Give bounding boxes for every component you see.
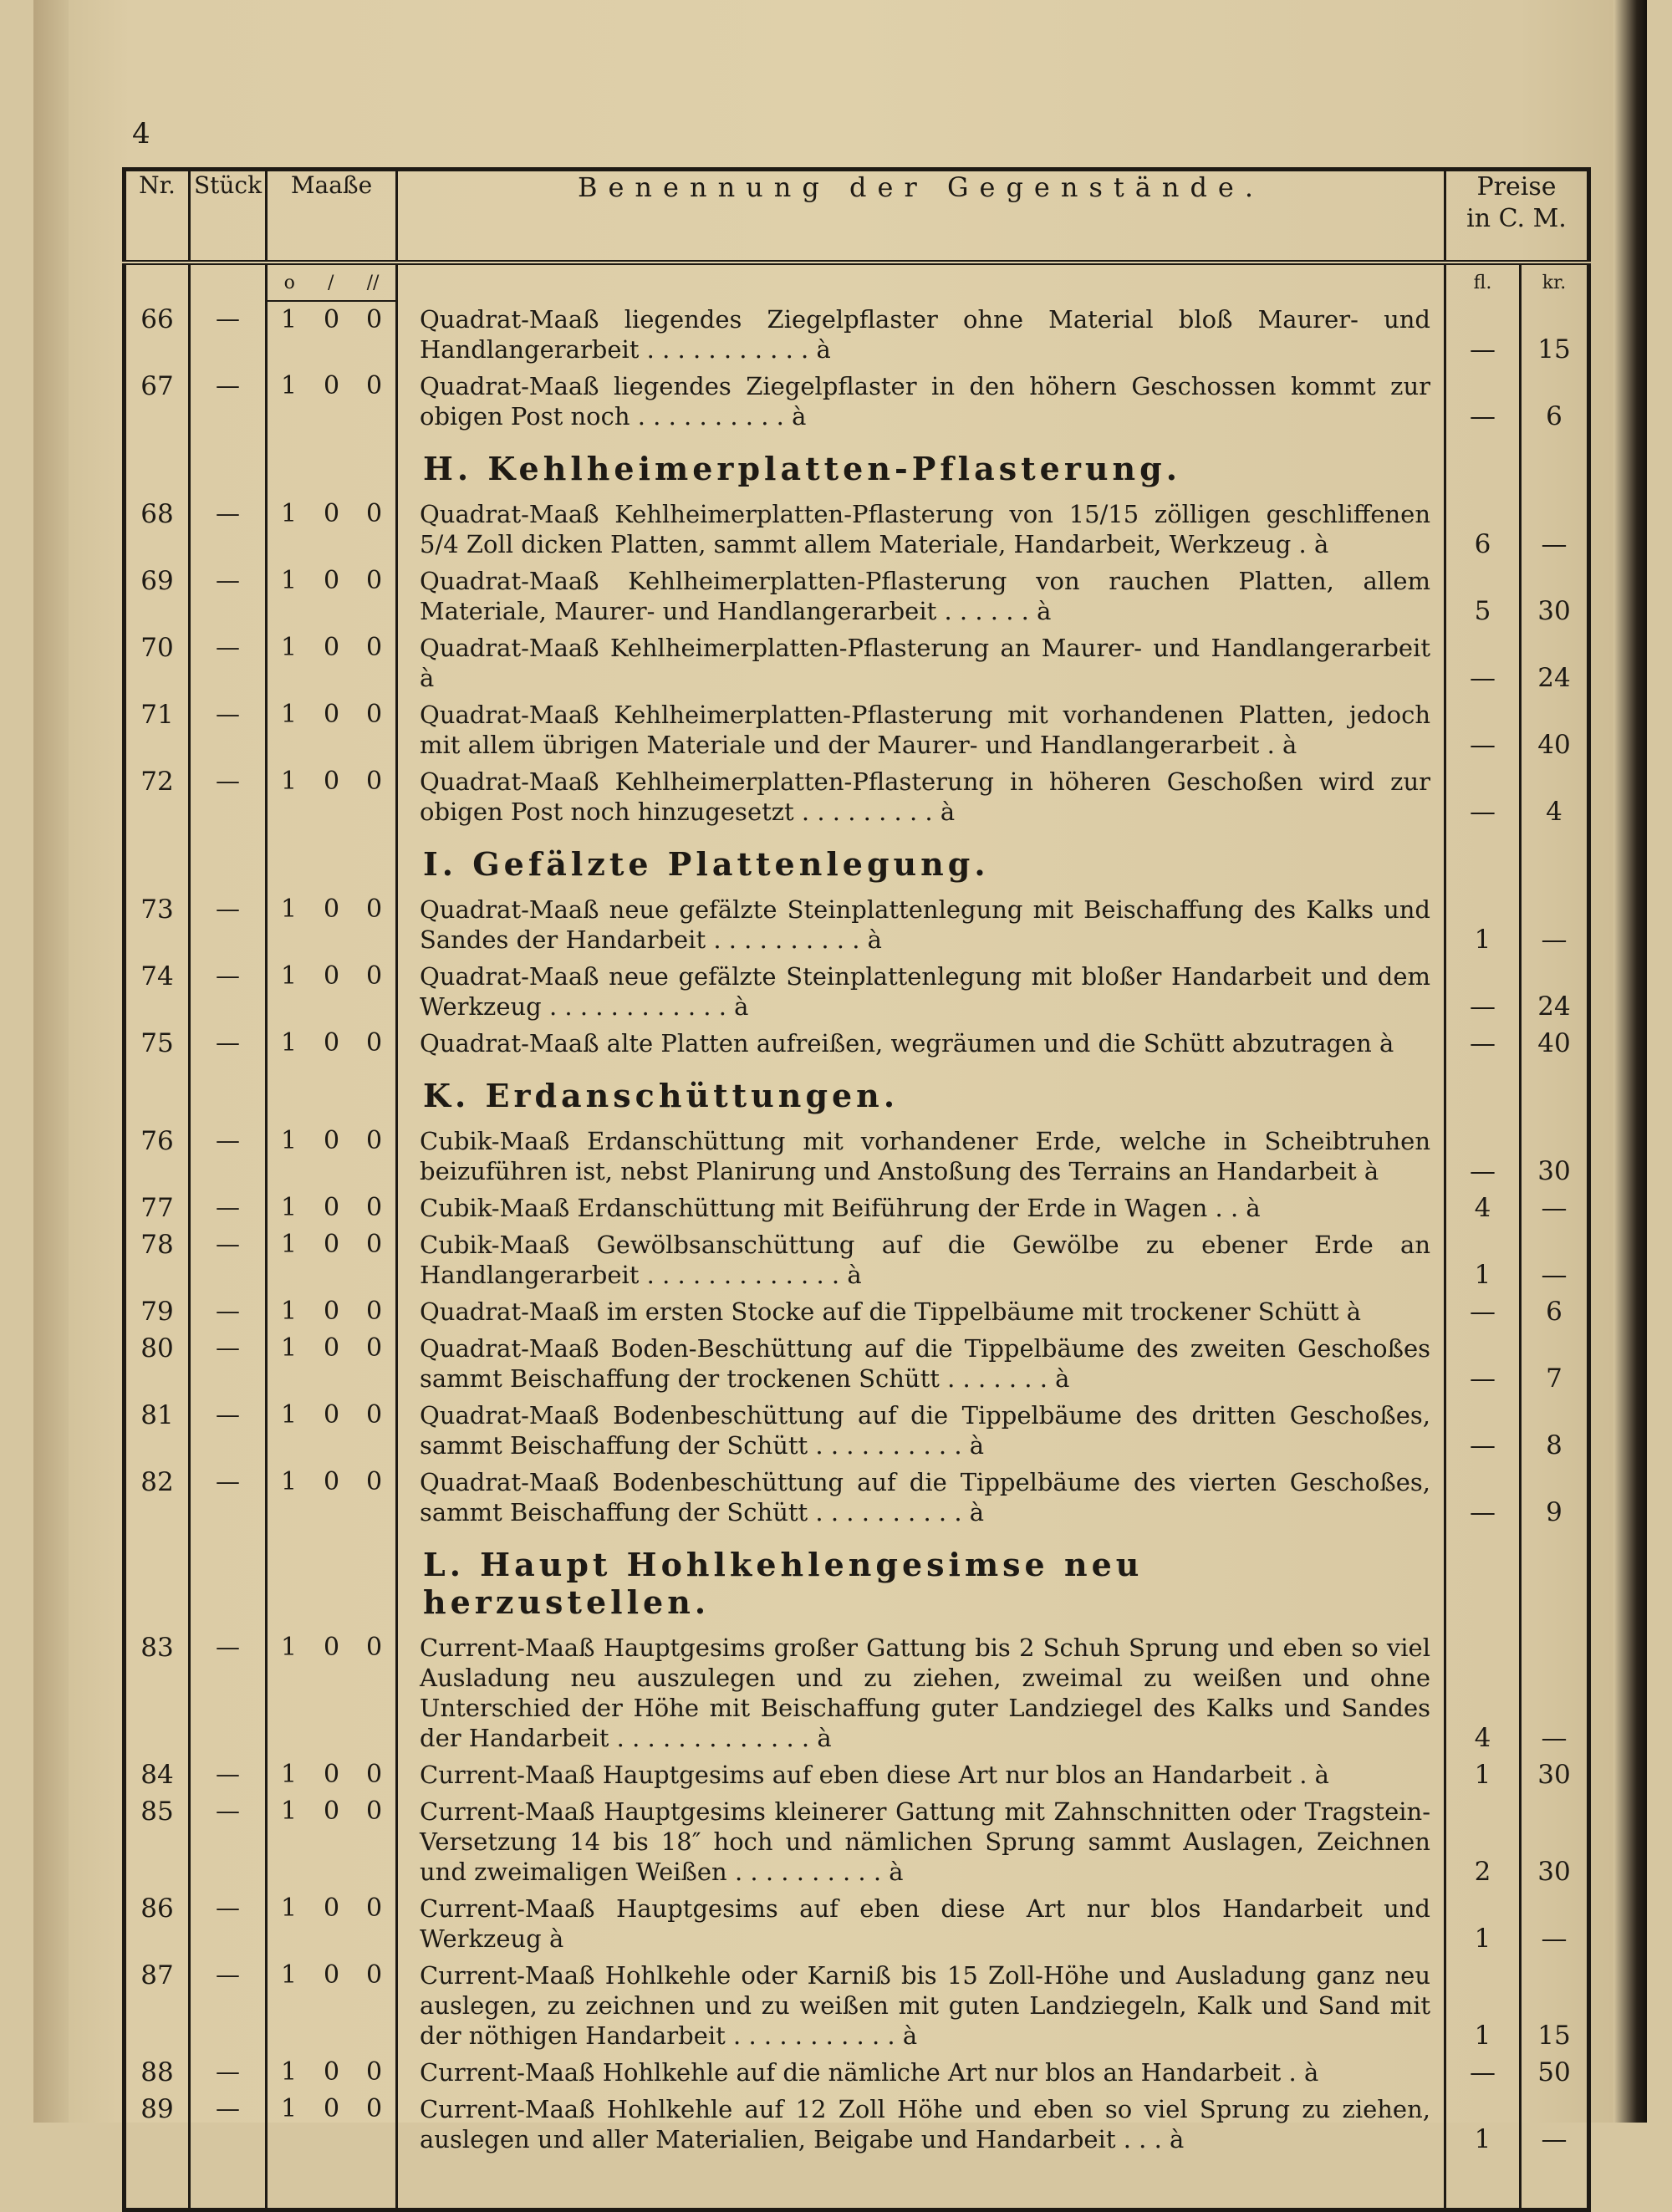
item-number: 75 (125, 1025, 190, 1062)
item-number: 67 (125, 368, 190, 435)
maass-prime: 0 (323, 1467, 340, 1496)
maass-prime: 0 (323, 305, 340, 334)
item-maasse (267, 1226, 397, 1293)
item-stueck: — (190, 1397, 267, 1464)
maass-prime: 0 (323, 1960, 340, 1990)
item-description: Quadrat-Maaß Boden-Beschüttung auf die Tippelbäume des zweiten Geschoßes sammt Beischaffung der trockenen Schütt . . . . . . . à (397, 1330, 1445, 1397)
item-number: 89 (125, 2091, 190, 2158)
item-maasse (267, 2091, 397, 2158)
table-row (125, 1293, 1589, 1330)
item-description: Quadrat-Maaß neue gefälzte Steinplattenlegung mit Beischaffung des Kalks und Sandes der Handarbeit . . . . . . . . . . à (397, 891, 1445, 958)
item-maasse (267, 1464, 397, 1531)
table-row (125, 1025, 1589, 1062)
item-description: Quadrat-Maaß im ersten Stocke auf die Tippelbäume mit trockener Schütt à (397, 1293, 1445, 1330)
item-number: 86 (125, 1890, 190, 1957)
item-number: 76 (125, 1123, 190, 1190)
maass-double-prime: 0 (365, 499, 383, 528)
maass-prime: 0 (323, 1760, 340, 1789)
maass-degree: 1 (280, 2057, 298, 2087)
table-row (125, 958, 1589, 1025)
item-stueck: — (190, 496, 267, 563)
price-kr: — (1541, 1723, 1568, 1753)
price-fl: 4 (1445, 1190, 1521, 1226)
item-description: Current-Maaß Hauptgesims auf eben diese Art nur blos an Handarbeit . à (397, 1756, 1445, 1793)
maass-degree: 1 (280, 961, 298, 991)
item-description: Quadrat-Maaß Bodenbeschüttung auf die Tippelbäume des dritten Geschoßes, sammt Beischaffung der Schütt . . . . . . . . . . à (397, 1397, 1445, 1464)
price-fl: 4 (1445, 1629, 1521, 1756)
maass-degree: 1 (280, 1760, 298, 1789)
unit-double-prime: // (366, 272, 380, 293)
price-kr: 30 (1537, 1156, 1571, 1186)
price-fl: — (1445, 1123, 1521, 1190)
unit-prime: / (327, 272, 334, 293)
item-description: Quadrat-Maaß Bodenbeschüttung auf die Tippelbäume des vierten Geschoßes, sammt Beischaffung der Schütt . . . . . . . . . . à (397, 1464, 1445, 1531)
price-fl: — (1445, 958, 1521, 1025)
table-row (125, 763, 1589, 830)
price-kr: — (1541, 529, 1568, 559)
table-row (125, 1226, 1589, 1293)
price-kr: 9 (1546, 1497, 1562, 1527)
table-row (125, 1756, 1589, 1793)
price-kr: — (1541, 1924, 1568, 1954)
item-stueck: — (190, 1190, 267, 1226)
maass-double-prime: 0 (365, 2057, 383, 2087)
price-fl: 1 (1445, 891, 1521, 958)
item-stueck: — (190, 1629, 267, 1756)
maass-degree: 1 (280, 566, 298, 595)
table-row (125, 1890, 1589, 1957)
maass-double-prime: 0 (365, 633, 383, 662)
item-maasse (267, 496, 397, 563)
price-ledger-table (122, 167, 1591, 2212)
item-stueck: — (190, 563, 267, 629)
maass-double-prime: 0 (365, 1400, 383, 1430)
maass-prime: 0 (323, 1797, 340, 1826)
item-description: Current-Maaß Hauptgesims auf eben diese Art nur blos Handarbeit und Werkzeug à (397, 1890, 1445, 1957)
price-kr: 15 (1537, 2021, 1571, 2051)
maass-double-prime: 0 (365, 1193, 383, 1222)
table-row (125, 1190, 1589, 1226)
item-maasse (267, 1330, 397, 1397)
header-preise-label: Preise (1476, 172, 1557, 201)
table-row (125, 1793, 1589, 1890)
header-stueck: Stück (190, 170, 267, 263)
item-description: Cubik-Maaß Erdanschüttung mit vorhandener Erde, welche in Scheibtruhen beizuführen ist, nebst Planirung und Anstoßung des Terrains an Handarbeit à (397, 1123, 1445, 1190)
section-heading-row (125, 830, 1589, 891)
section-heading: L. Haupt Hohlkehlengesimse neu herzustellen. (397, 1531, 1445, 1629)
maass-degree: 1 (280, 1230, 298, 1259)
item-number: 66 (125, 301, 190, 368)
item-maasse (267, 563, 397, 629)
price-fl: — (1445, 2054, 1521, 2091)
price-kr: 30 (1537, 1857, 1571, 1887)
item-description: Quadrat-Maaß Kehlheimerplatten-Pflasterung von 15/15 zölligen geschliffenen 5/4 Zoll dicken Platten, sammt allem Materiale, Handarbeit, Werkzeug . à (397, 496, 1445, 563)
item-stueck: — (190, 629, 267, 696)
item-description: Current-Maaß Hohlkehle auf 12 Zoll Höhe und eben so viel Sprung zu ziehen, auslegen und aller Materialien, Beigabe und Handarbeit . . . à (397, 2091, 1445, 2158)
header-preise-currency: in C. M. (1466, 204, 1567, 233)
item-number: 83 (125, 1629, 190, 1756)
maass-prime: 0 (323, 961, 340, 991)
table-row (125, 891, 1589, 958)
maass-double-prime: 0 (365, 1797, 383, 1826)
table-row (125, 1123, 1589, 1190)
section-heading-row (125, 435, 1589, 496)
price-kr: 30 (1537, 596, 1571, 626)
maass-double-prime: 0 (365, 1297, 383, 1326)
item-maasse (267, 763, 397, 830)
item-description: Cubik-Maaß Erdanschüttung mit Beiführung der Erde in Wagen . . à (397, 1190, 1445, 1226)
price-kr: — (1541, 925, 1568, 955)
maass-prime: 0 (323, 566, 340, 595)
maass-prime: 0 (323, 1400, 340, 1430)
item-maasse (267, 1756, 397, 1793)
maass-prime: 0 (323, 2094, 340, 2123)
header-benennung: Benennung der Gegenstände. (397, 170, 1445, 263)
item-stueck: — (190, 1890, 267, 1957)
maass-prime: 0 (323, 499, 340, 528)
item-number: 85 (125, 1793, 190, 1890)
item-stueck: — (190, 301, 267, 368)
price-fl: — (1445, 1330, 1521, 1397)
maass-double-prime: 0 (365, 305, 383, 334)
price-kr: 7 (1546, 1363, 1562, 1394)
item-maasse (267, 891, 397, 958)
table-row (125, 368, 1589, 435)
maass-degree: 1 (280, 1893, 298, 1923)
price-fl: — (1445, 629, 1521, 696)
item-number: 69 (125, 563, 190, 629)
table-row (125, 496, 1589, 563)
item-maasse (267, 629, 397, 696)
maass-degree: 1 (280, 305, 298, 334)
maass-degree: 1 (280, 1297, 298, 1326)
item-stueck: — (190, 1464, 267, 1531)
maass-double-prime: 0 (365, 371, 383, 400)
maass-degree: 1 (280, 2094, 298, 2123)
table-row (125, 2054, 1589, 2091)
item-stueck: — (190, 1025, 267, 1062)
maass-degree: 1 (280, 767, 298, 796)
section-heading: H. Kehlheimerplatten-Pflasterung. (397, 435, 1445, 496)
maass-double-prime: 0 (365, 1230, 383, 1259)
item-number: 81 (125, 1397, 190, 1464)
item-number: 78 (125, 1226, 190, 1293)
item-stueck: — (190, 763, 267, 830)
maass-prime: 0 (323, 1193, 340, 1222)
price-fl: — (1445, 696, 1521, 763)
maass-double-prime: 0 (365, 961, 383, 991)
item-maasse (267, 1397, 397, 1464)
price-fl: — (1445, 1293, 1521, 1330)
book-spine (33, 0, 69, 2123)
table-row (125, 1957, 1589, 2054)
price-kr: — (1541, 2124, 1568, 2154)
item-maasse (267, 1123, 397, 1190)
maass-prime: 0 (323, 1126, 340, 1155)
maass-prime: 0 (323, 633, 340, 662)
spacer-row (125, 2158, 1589, 2210)
maass-prime: 0 (323, 1297, 340, 1326)
maass-prime: 0 (323, 1028, 340, 1058)
price-fl: 1 (1445, 1957, 1521, 2054)
measure-units (267, 262, 397, 301)
header-kr: kr. (1542, 273, 1567, 293)
price-kr: 40 (1537, 730, 1571, 760)
maass-degree: 1 (280, 1028, 298, 1058)
item-stueck: — (190, 1957, 267, 2054)
maass-double-prime: 0 (365, 1633, 383, 1662)
item-number: 88 (125, 2054, 190, 2091)
item-maasse (267, 696, 397, 763)
price-kr: 30 (1537, 1760, 1571, 1790)
price-fl: 5 (1445, 563, 1521, 629)
item-number: 68 (125, 496, 190, 563)
item-stueck: — (190, 696, 267, 763)
item-number: 80 (125, 1330, 190, 1397)
item-number: 77 (125, 1190, 190, 1226)
maass-prime: 0 (323, 1230, 340, 1259)
price-fl: 1 (1445, 2091, 1521, 2158)
maass-degree: 1 (280, 1333, 298, 1363)
item-number: 87 (125, 1957, 190, 2054)
item-number: 79 (125, 1293, 190, 1330)
item-stueck: — (190, 1330, 267, 1397)
item-stueck: — (190, 1756, 267, 1793)
price-fl: 1 (1445, 1756, 1521, 1793)
maass-prime: 0 (323, 700, 340, 729)
item-stueck: — (190, 1293, 267, 1330)
table-row (125, 1629, 1589, 1756)
price-fl: 2 (1445, 1793, 1521, 1890)
header-nr: Nr. (125, 170, 190, 263)
item-number: 71 (125, 696, 190, 763)
item-description: Quadrat-Maaß liegendes Ziegelpflaster in den höhern Geschossen kommt zur obigen Post noch . . . . . . . . . . à (397, 368, 1445, 435)
item-maasse (267, 958, 397, 1025)
maass-prime: 0 (323, 1333, 340, 1363)
section-heading: I. Gefälzte Plattenlegung. (397, 830, 1445, 891)
maass-prime: 0 (323, 894, 340, 924)
table-row (125, 2091, 1589, 2158)
table-row (125, 1330, 1589, 1397)
price-kr: 6 (1546, 1297, 1562, 1327)
table-row (125, 1464, 1589, 1531)
price-kr: 8 (1546, 1430, 1562, 1460)
maass-double-prime: 0 (365, 894, 383, 924)
maass-degree: 1 (280, 1633, 298, 1662)
maass-double-prime: 0 (365, 767, 383, 796)
maass-degree: 1 (280, 1126, 298, 1155)
maass-degree: 1 (280, 633, 298, 662)
maass-double-prime: 0 (365, 1467, 383, 1496)
header-preise (1445, 170, 1589, 263)
price-fl: — (1445, 1464, 1521, 1531)
item-description: Quadrat-Maaß liegendes Ziegelpflaster ohne Material bloß Maurer- und Handlangerarbeit . . . . . . . . . . . à (397, 301, 1445, 368)
price-kr: — (1541, 1193, 1568, 1223)
maass-double-prime: 0 (365, 1960, 383, 1990)
maass-degree: 1 (280, 894, 298, 924)
table-row (125, 629, 1589, 696)
item-description: Current-Maaß Hohlkehle auf die nämliche Art nur blos an Handarbeit . à (397, 2054, 1445, 2091)
maass-prime: 0 (323, 371, 340, 400)
maass-prime: 0 (323, 1633, 340, 1662)
item-maasse (267, 1890, 397, 1957)
maass-double-prime: 0 (365, 1893, 383, 1923)
section-heading-row (125, 1531, 1589, 1629)
maass-double-prime: 0 (365, 1028, 383, 1058)
maass-degree: 1 (280, 700, 298, 729)
item-number: 70 (125, 629, 190, 696)
price-fl: — (1445, 1397, 1521, 1464)
maass-degree: 1 (280, 371, 298, 400)
item-maasse (267, 2054, 397, 2091)
maass-double-prime: 0 (365, 1333, 383, 1363)
item-stueck: — (190, 1793, 267, 1890)
maass-degree: 1 (280, 1797, 298, 1826)
item-description: Current-Maaß Hauptgesims großer Gattung bis 2 Schuh Sprung und eben so viel Ausladung neu auszulegen und zu ziehen, zweimal zu weißen und ohne Unterschied der Höhe mit Beischaffung guter Landziegel des Kalks und Sandes der Handarbeit . . . . . . . . . . . . . à (397, 1629, 1445, 1756)
price-kr: 24 (1537, 663, 1571, 693)
item-maasse (267, 1793, 397, 1890)
item-description: Quadrat-Maaß Kehlheimerplatten-Pflasterung von rauchen Platten, allem Materiale, Maurer- und Handlangerarbeit . . . . . . à (397, 563, 1445, 629)
maass-degree: 1 (280, 1960, 298, 1990)
maass-prime: 0 (323, 767, 340, 796)
item-maasse (267, 1629, 397, 1756)
page-number: 4 (132, 117, 150, 150)
price-kr: 50 (1537, 2057, 1571, 2087)
item-stueck: — (190, 2091, 267, 2158)
header-fl: fl. (1445, 262, 1521, 301)
ledger-body (125, 301, 1589, 2210)
item-stueck: — (190, 891, 267, 958)
price-fl: — (1445, 763, 1521, 830)
section-heading-row (125, 1062, 1589, 1123)
item-stueck: — (190, 958, 267, 1025)
item-maasse (267, 301, 397, 368)
table-row (125, 301, 1589, 368)
item-maasse (267, 1025, 397, 1062)
item-stueck: — (190, 1226, 267, 1293)
item-description: Quadrat-Maaß Kehlheimerplatten-Pflasterung an Maurer- und Handlangerarbeit à (397, 629, 1445, 696)
item-description: Current-Maaß Hohlkehle oder Karniß bis 15 Zoll-Höhe und Ausladung ganz neu auslegen, zu zeichnen und zu weißen mit guten Landziegeln, Kalk und Sand mit der nöthigen Handarbeit . . . . . . . . . . . à (397, 1957, 1445, 2054)
item-stueck: — (190, 2054, 267, 2091)
table-row (125, 696, 1589, 763)
item-description: Current-Maaß Hauptgesims kleinerer Gattung mit Zahnschnitten oder Tragstein-Versetzung 14 bis 18″ hoch und nämlichen Sprung sammt Auslagen, Zeichnen und zweimaligen Weißen . . . . . . . . . . à (397, 1793, 1445, 1890)
item-number: 84 (125, 1756, 190, 1793)
item-maasse (267, 368, 397, 435)
section-heading: K. Erdanschüttungen. (397, 1062, 1445, 1123)
maass-degree: 1 (280, 1193, 298, 1222)
maass-double-prime: 0 (365, 1760, 383, 1789)
price-kr: 6 (1546, 401, 1562, 431)
item-number: 74 (125, 958, 190, 1025)
page-edge (1613, 0, 1647, 2123)
item-description: Quadrat-Maaß alte Platten aufreißen, wegräumen und die Schütt abzutragen à (397, 1025, 1445, 1062)
item-stueck: — (190, 368, 267, 435)
item-maasse (267, 1293, 397, 1330)
item-number: 72 (125, 763, 190, 830)
price-fl: — (1445, 301, 1521, 368)
price-fl: — (1445, 368, 1521, 435)
item-description: Quadrat-Maaß Kehlheimerplatten-Pflasterung in höheren Geschoßen wird zur obigen Post noch hinzugesetzt . . . . . . . . . à (397, 763, 1445, 830)
price-kr: — (1541, 1260, 1568, 1290)
price-fl: — (1445, 1025, 1521, 1062)
price-kr: 40 (1537, 1028, 1571, 1058)
item-stueck: — (190, 1123, 267, 1190)
maass-double-prime: 0 (365, 700, 383, 729)
maass-prime: 0 (323, 1893, 340, 1923)
maass-double-prime: 0 (365, 1126, 383, 1155)
item-description: Cubik-Maaß Gewölbsanschüttung auf die Gewölbe zu ebener Erde an Handlangerarbeit . . . . . . . . . . . . . à (397, 1226, 1445, 1293)
price-fl: 1 (1445, 1890, 1521, 1957)
item-number: 73 (125, 891, 190, 958)
price-kr: 24 (1537, 991, 1571, 1022)
maass-degree: 1 (280, 1400, 298, 1430)
table-row (125, 563, 1589, 629)
price-fl: 6 (1445, 496, 1521, 563)
item-maasse (267, 1957, 397, 2054)
unit-degree: o (283, 272, 295, 293)
header-maasse: Maaße (267, 170, 397, 263)
price-fl: 1 (1445, 1226, 1521, 1293)
maass-double-prime: 0 (365, 566, 383, 595)
item-description: Quadrat-Maaß neue gefälzte Steinplattenlegung mit bloßer Handarbeit und dem Werkzeug . . . . . . . . . . . . à (397, 958, 1445, 1025)
price-kr: 15 (1537, 334, 1571, 364)
item-description: Quadrat-Maaß Kehlheimerplatten-Pflasterung mit vorhandenen Platten, jedoch mit allem übrigen Materiale und der Maurer- und Handlangerarbeit . à (397, 696, 1445, 763)
item-maasse (267, 1190, 397, 1226)
table-row (125, 1397, 1589, 1464)
maass-double-prime: 0 (365, 2094, 383, 2123)
item-number: 82 (125, 1464, 190, 1531)
maass-prime: 0 (323, 2057, 340, 2087)
maass-degree: 1 (280, 499, 298, 528)
maass-degree: 1 (280, 1467, 298, 1496)
price-kr: 4 (1546, 797, 1562, 827)
